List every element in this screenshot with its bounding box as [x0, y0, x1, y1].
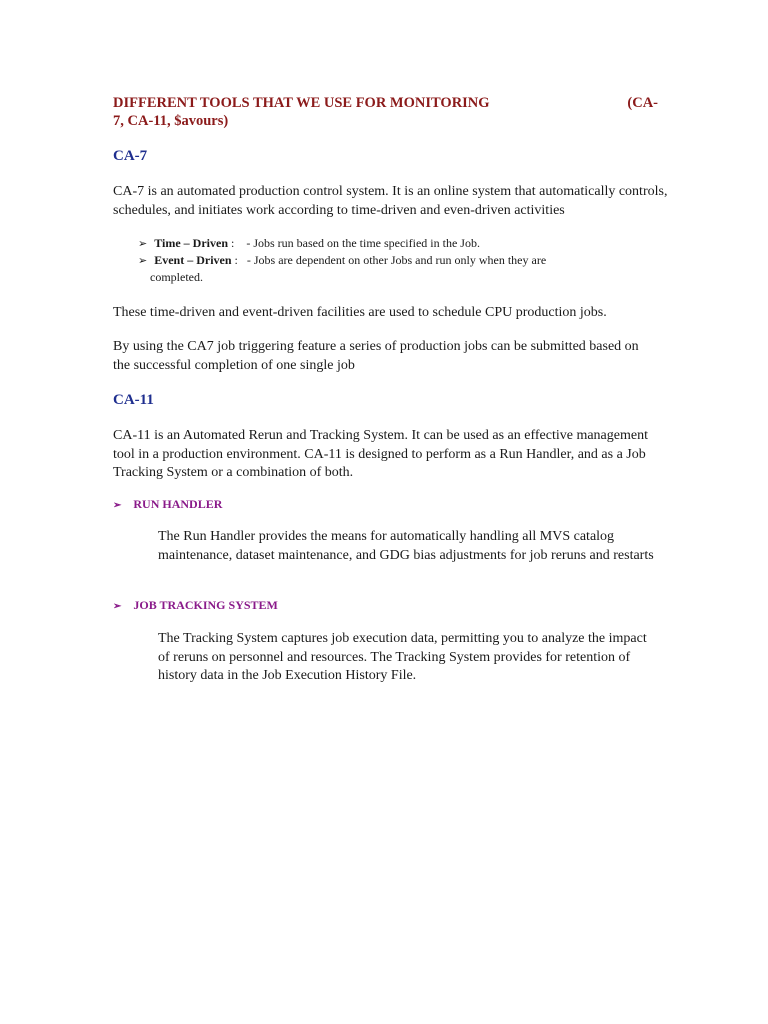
job-tracking-paragraph: The Tracking System captures job execution data, permitting you to analyze the impact of reruns on personnel and resources. The Tracking System provides for retention of history data in the Job Execution History File. — [158, 631, 647, 683]
ca11-intro-paragraph: CA-11 is an Automated Rerun and Tracking System. It can be used as an effective management tool in a production environment. CA-11 is designed to perform as a Run Handler, and as a Job Tracking System or a combination of both. — [113, 428, 648, 480]
run-handler-subheading — [113, 497, 222, 512]
bullet-separator: : — [228, 236, 235, 250]
bullet-term: Event – Driven — [154, 253, 232, 267]
subheading-label: JOB TRACKING SYSTEM — [133, 598, 278, 612]
bullet-separator: : — [231, 253, 238, 267]
bullet-continuation: completed. — [150, 270, 203, 284]
title-line2: 7, CA-11, $avours) — [113, 113, 229, 129]
bullet-text: - Jobs are dependent on other Jobs and run only when they are — [243, 253, 547, 267]
arrow-bullet-icon: ➢ — [138, 255, 148, 267]
arrow-bullet-icon: ➢ — [113, 601, 122, 612]
bullet-time-driven — [138, 235, 638, 252]
ca7-trigger-paragraph: By using the CA7 job triggering feature a series of production jobs can be submitted based on the successful completion of one single job — [113, 339, 639, 373]
title-line1-right: (CA- — [627, 95, 658, 111]
run-handler-paragraph: The Run Handler provides the means for automatically handling all MVS catalog maintenance, dataset maintenance, and GDG bias adjustments for job reruns and restarts — [158, 529, 654, 563]
document-title — [113, 94, 658, 130]
arrow-bullet-icon: ➢ — [138, 238, 148, 250]
bullet-text: - Jobs run based on the time specified in the Job. — [243, 236, 480, 250]
subheading-label: RUN HANDLER — [133, 497, 223, 511]
title-line1-left: DIFFERENT TOOLS THAT WE USE FOR MONITORING — [113, 95, 490, 111]
arrow-bullet-icon: ➢ — [113, 500, 122, 511]
ca11-heading: CA-11 — [113, 392, 154, 408]
ca7-facilities-paragraph: These time-driven and event-driven facilities are used to schedule CPU production jobs. — [113, 305, 607, 320]
bullet-term: Time – Driven — [154, 236, 228, 250]
bullet-event-driven — [138, 252, 638, 285]
ca7-intro-paragraph: CA-7 is an automated production control system. It is an online system that automatically controls, schedules, and initiates work according to time-driven and even-driven activities — [113, 184, 668, 218]
job-tracking-subheading — [113, 598, 278, 613]
ca7-heading: CA-7 — [113, 148, 148, 164]
